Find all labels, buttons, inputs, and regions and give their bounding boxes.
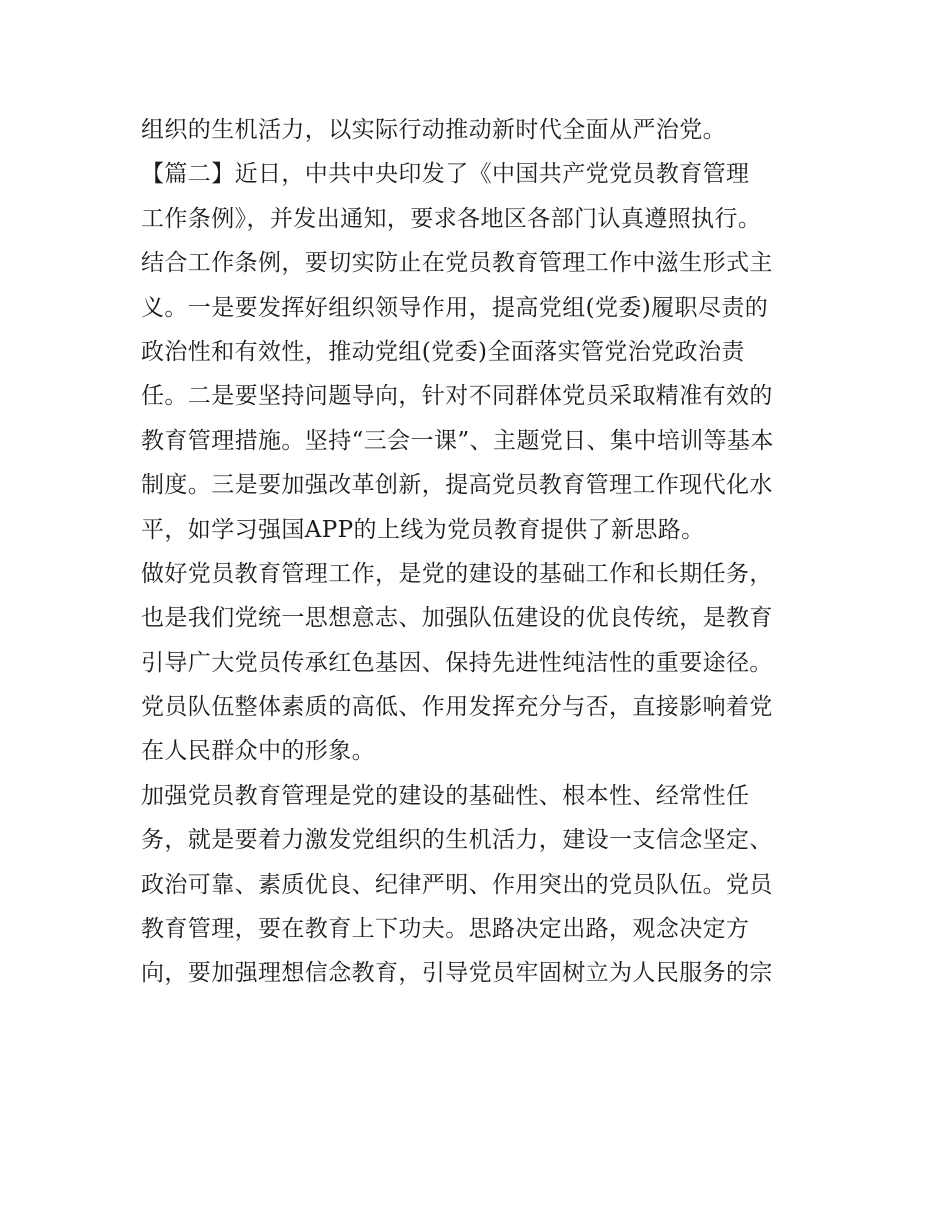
text-line: 工作条例》，并发出通知，要求各地区各部门认真遵照执行。 <box>141 205 762 232</box>
text-line: 向，要加强理想信念教育，引导党员牢固树立为人民服务的宗 <box>141 960 773 987</box>
text-line: 加强党员教育管理是党的建设的基础性、根本性、经常性任 <box>141 782 750 809</box>
text-line: 【篇二】近日，中共中央印发了《中国共产党党员教育管理 <box>141 161 750 188</box>
text-line: 政治性和有效性，推动党组(党委)全面落实管党治党政治责 <box>141 338 745 365</box>
text-line: 也是我们党统一思想意志、加强队伍建设的优良传统，是教育 <box>141 605 773 632</box>
text-line: 做好党员教育管理工作，是党的建设的基础工作和长期任务， <box>141 560 773 587</box>
body-text <box>141 108 821 996</box>
text-line: 在人民群众中的形象。 <box>141 738 375 765</box>
text-line: 务，就是要着力激发党组织的生机活力，建设一支信念坚定、 <box>141 827 773 854</box>
text-line: 教育管理，要在教育上下功夫。思路决定出路，观念决定方 <box>141 916 750 943</box>
text-line: 教育管理措施。坚持“三会一课”、主题党日、集中培训等基本 <box>141 427 774 454</box>
text-line: 引导广大党员传承红色基因、保持先进性纯洁性的重要途径。 <box>141 649 773 676</box>
text-line: 制度。三是要加强改革创新，提高党员教育管理工作现代化水 <box>141 472 773 499</box>
text-line: 政治可靠、素质优良、纪律严明、作用突出的党员队伍。党员 <box>141 871 773 898</box>
text-line: 义。一是要发挥好组织领导作用，提高党组(党委)履职尽责的 <box>141 294 769 321</box>
text-line: 组织的生机活力，以实际行动推动新时代全面从严治党。 <box>141 117 726 143</box>
text-line: 任。二是要坚持问题导向，针对不同群体党员采取精准有效的 <box>141 383 773 410</box>
text-line: 结合工作条例，要切实防止在党员教育管理工作中滋生形式主 <box>141 250 773 277</box>
text-line: 党员队伍整体素质的高低、作用发挥充分与否，直接影响着党 <box>141 694 773 721</box>
text-line: 平，如学习强国APP的上线为党员教育提供了新思路。 <box>141 516 705 543</box>
